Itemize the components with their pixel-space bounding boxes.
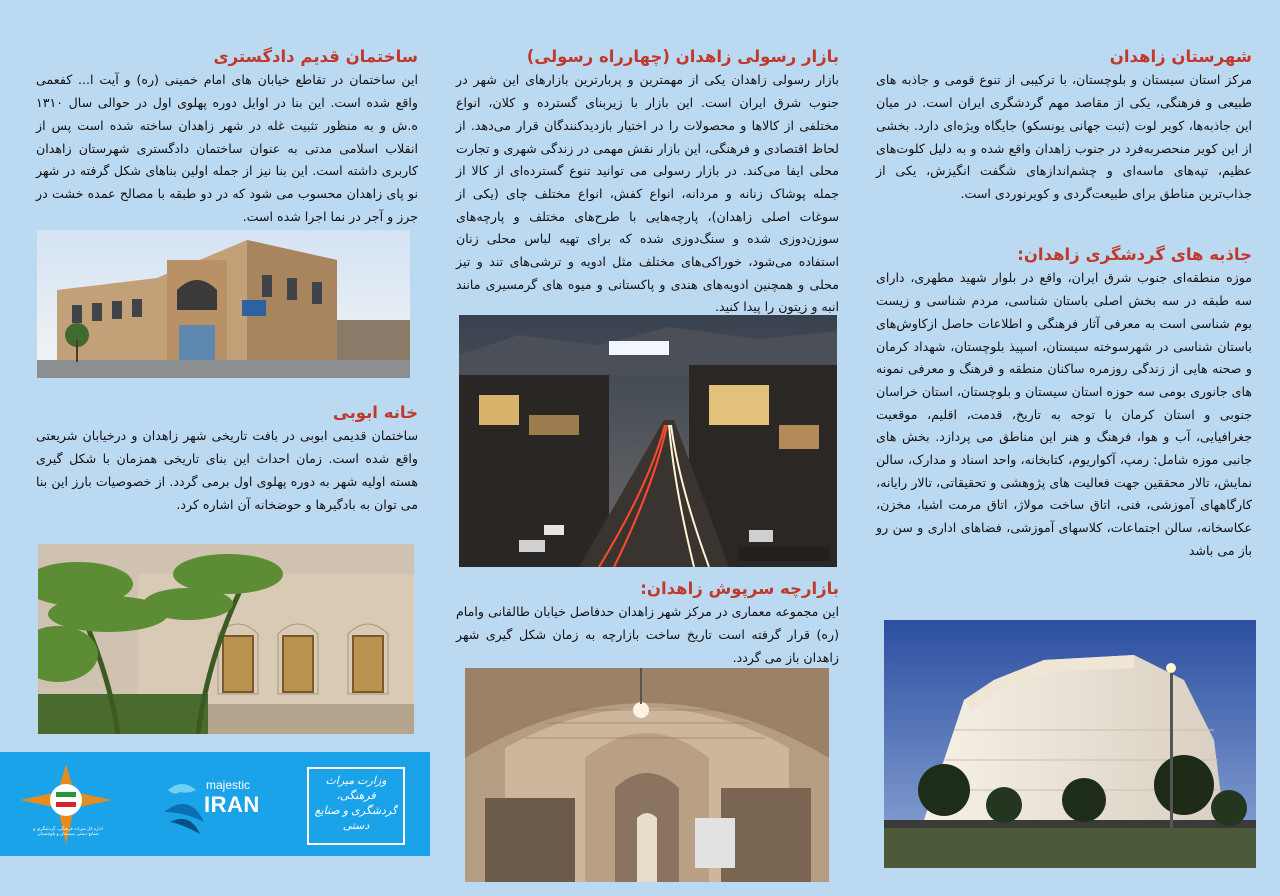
courthouse-body: این ساختمان در تقاطع خیابان های امام خمینی (ره) و آیت ا... کفعمی واقع شده است. این بنا در اوایل دوره پهلوی اول در حوالی سال ۱۳۱۰ ه.ش و به منظور تثبیت غله در شهر زاهدان ساخته شده است پس از انقلاب اسلامی مدتی به عنوان ساختمان دادگستری شهرستان زاهدان کاربری داشته است. این بنا نیز از جمله اولین بناهای شکل گرفته در شهر نو پای زاهدان محسوب می شود که در دو طبقه با مصالح عمده خشت در جرز و آجر در نما اجرا شده است. — [36, 72, 418, 224]
museum-photo — [884, 620, 1256, 868]
sarpoosh-bazaar-photo — [465, 668, 829, 882]
sarpoosh-title: بازارچه سرپوش زاهدان: — [640, 579, 839, 598]
courthouse-title: ساختمان قدیم دادگستری — [213, 47, 418, 66]
iran-word: IRAN — [204, 792, 260, 817]
section-old-courthouse — [36, 46, 418, 228]
attractions-title: جاذبه های گردشگری زاهدان: — [1017, 245, 1252, 264]
majestic-iran-logo — [160, 772, 270, 842]
ministry-logo-text: وزارت میراث فرهنگی، گردشگری و صنایع دستی — [314, 775, 398, 832]
abubi-title: خانه ابوبی — [332, 403, 418, 422]
section-abubi-house — [36, 402, 418, 516]
section-zahedan-county — [876, 46, 1252, 206]
section-sarpoosh-bazaar — [456, 578, 839, 670]
attractions-body: موزه منطقه‌ای جنوب شرق ایران، واقع در بلوار شهید مطهری، دارای سه طبقه در سه بخش اصلی باستان شناسی، مردم شناسی و زیست بوم شناسی است به معرفی آثار فرهنگی و اطلاعات حاصل ازکاوش‌های باستان شناسی در شهرسوخته سیستان، اسپیذ بلوچستان، شهداد کرمان و صحنه هایی از زندگی روزمره ساکنان منطقه و فرهنگ و معرفی نمونه های جانوری بومی سه حوزه استان سیستان و بلوچستان، استان خراسان جنوبی و استان کرمان با توجه به تاریخ، قدمت، اقلیم، موقعیت جغرافیایی، آب و هوا، فرهنگ و هنر این مناطق می پردازد. بخش های جانبی موزه شامل: رمپ، آکواریوم، کتابخانه، واحد اسناد و مدارک، سالن نمایش، تالار محققین جهت فعالیت های پژوهشی و تحقیقاتی، تالار رایانه، کارگاههای آموزشی، فنی، اتاق ساخت مولاژ، اتاق مرمت اشیا، مخزن، عکاسخانه، سالن اجتماعات، کلاسهای آموزشی، فضاهای اداری و سن رو باز می باشد — [876, 270, 1252, 558]
zahedan-county-title: شهرستان زاهدان — [1109, 47, 1252, 66]
zahedan-county-body: مرکز استان سیستان و بلوچستان، با ترکیبی از تنوع قومی و جاذبه های طبیعی و فرهنگی، یکی از مقاصد مهم گردشگری ایران است. در میان این جاذبه‌ها، کویر لوت (ثبت جهانی یونسکو) جایگاه ویژه‌ای دارد. بخشی از این کویر منحصربه‌فرد در جنوب زاهدان واقع شده و به دلیل کلوت‌های عظیم، تپه‌های ماسه‌ای و چشم‌اندازهای شگفت انگیزش، یکی از جذاب‌ترین مناطق برای طبیعت‌گردی و کویرنوردی است. — [876, 72, 1252, 201]
section-rasuli-bazaar — [456, 46, 839, 319]
logo-band — [0, 752, 430, 856]
section-attractions — [876, 244, 1252, 563]
majestic-word: majestic — [206, 778, 251, 792]
courthouse-photo — [37, 230, 410, 378]
province-logo — [18, 762, 114, 846]
abubi-house-photo — [38, 544, 414, 734]
rasuli-bazaar-body: بازار رسولی زاهدان یکی از مهمترین و پربارترین بازارهای این شهر در جنوب شرق ایران است. این بازار با زیربنای گسترده و کلان، انواع مختلفی از کالاها و محصولات را در اختیار بازدیدکنندگان قرار می‌دهد. از لحاظ اقتصادی و فرهنگی، این بازار نقش مهمی در زندگی شهری و تجارت محلی ایفا می‌کند. در بازار رسولی می توانید تنوع گسترده‌ای از کالا از جمله پوشاک زنانه و مردانه، انواع کفش، انواع مختلف چای (یکی از سوغات اصلی زاهدان)، پارچه‌هایی با طرح‌های مختلف و پارچه‌های سوزن‌دوزی شده و سنگ‌دوزی شده که برای تهیه لباس محلی زنان استفاده می‌شود، خوراکی‌های مختلف مثل ادویه و ترشی‌های تند و تیز محلی و همچنین ادویه‌های هندی و پاکستانی و میوه های گرمسیری مانند انبه و زیتون را پیدا کنید. — [456, 72, 839, 315]
sarpoosh-body: این مجموعه معماری در مرکز شهر زاهدان حدفاصل خیابان طالقانی وامام (ره) قرار گرفته است تاریخ ساخت بازارچه به زمان شکل گیری شهر زاهدان باز می گردد. — [455, 604, 839, 665]
province-logo-text: اداره کل میراث فرهنگی، گردشگری و صنایع دستی سیستان و بلوچستان — [33, 826, 103, 836]
abubi-body: ساختمان قدیمی ابوبی در بافت تاریخی شهر زاهدان و درخیابان شریعتی واقع شده است. زمان احداث این بنای تاریخی همزمان با شکل گیری هسته اولیه شهر به دوره پهلوی اول برمی گردد. از خصوصیات بارز این بنا می توان به بادگیرها و حوضخانه آن اشاره کرد. — [36, 428, 418, 512]
ministry-logo — [306, 766, 406, 846]
bazaar-night-photo — [459, 315, 837, 567]
rasuli-bazaar-title: بازار رسولی زاهدان (چهارراه رسولی) — [526, 47, 839, 66]
